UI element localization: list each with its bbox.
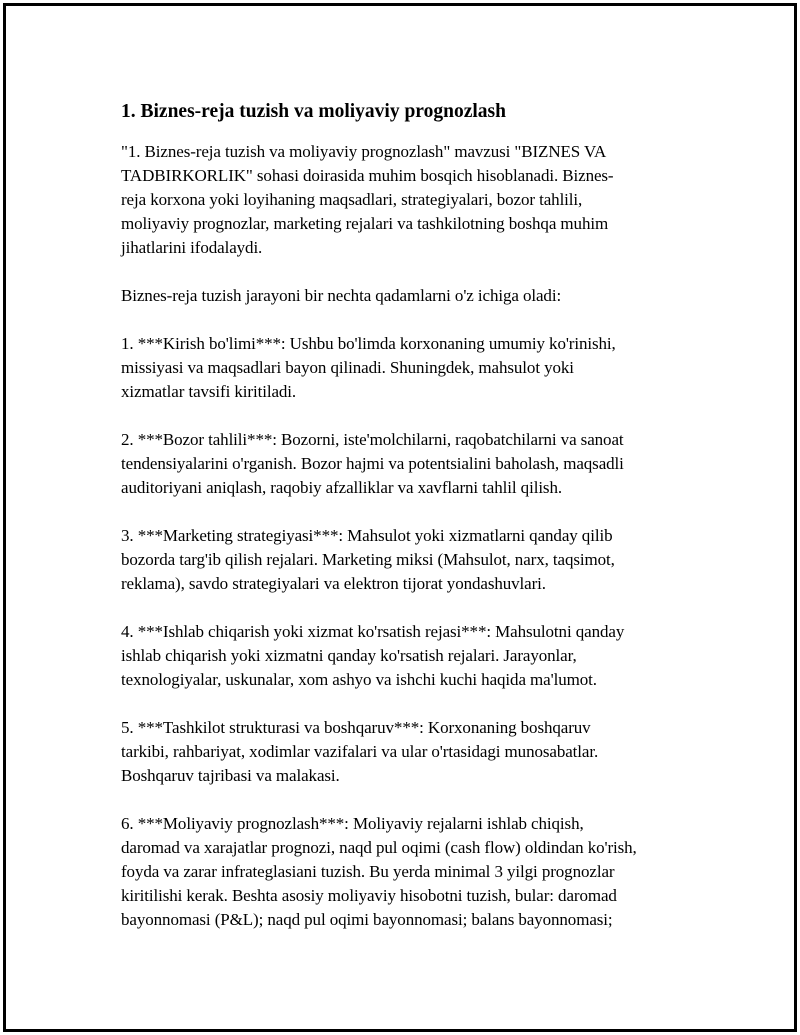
text-line: 6. ***Moliyaviy prognozlash***: Moliyaviy rejalarni ishlab chiqish,: [121, 814, 584, 833]
text-line: xizmatlar tavsifi kiritiladi.: [121, 382, 297, 401]
text-line: reja korxona yoki loyihaning maqsadlari, strategiyalari, bozor tahlili,: [121, 190, 583, 209]
text-line: 3. ***Marketing strategiyasi***: Mahsulot yoki xizmatlarni qanday qilib: [121, 526, 613, 545]
text-line: TADBIRKORLIK" sohasi doirasida muhim bosqich hisoblanadi. Biznes-: [121, 166, 614, 185]
text-line: ishlab chiqarish yoki xizmatni qanday ko'rsatish rejalari. Jarayonlar,: [121, 646, 577, 665]
text-line: texnologiyalar, uskunalar, xom ashyo va ishchi kuchi haqida ma'lumot.: [121, 670, 597, 689]
text-line: 2. ***Bozor tahlili***: Bozorni, iste'molchilarni, raqobatchilarni va sanoat: [121, 430, 624, 449]
paragraph-steps-intro: [121, 284, 701, 308]
text-line: auditoriyani aniqlash, raqobiy afzalliklar va xavflarni tahlil qilish.: [121, 478, 563, 497]
text-line: daromad va xarajatlar prognozi, naqd pul oqimi (cash flow) oldindan ko'rish,: [121, 838, 637, 857]
text-line: missiyasi va maqsadlari bayon qilinadi. Shuningdek, mahsulot yoki: [121, 358, 574, 377]
paragraph-step-4: [121, 620, 701, 692]
text-line: bozorda targ'ib qilish rejalari. Marketing miksi (Mahsulot, narx, taqsimot,: [121, 550, 615, 569]
page-frame: [3, 3, 797, 1032]
text-line: 4. ***Ishlab chiqarish yoki xizmat ko'rsatish rejasi***: Mahsulotni qanday: [121, 622, 625, 641]
text-line: moliyaviy prognozlar, marketing rejalari va tashkilotning boshqa muhim: [121, 214, 609, 233]
text-line: bayonnomasi (P&L); naqd pul oqimi bayonnomasi; balans bayonnomasi;: [121, 910, 613, 929]
text-line: 1. ***Kirish bo'limi***: Ushbu bo'limda korxonaning umumiy ko'rinishi,: [121, 334, 616, 353]
paragraph-intro: [121, 140, 701, 260]
text-line: foyda va zarar infrateglasiani tuzish. Bu yerda minimal 3 yilgi prognozlar: [121, 862, 615, 881]
text-line: 5. ***Tashkilot strukturasi va boshqaruv***: Korxonaning boshqaruv: [121, 718, 591, 737]
document-body: [121, 98, 701, 956]
paragraph-step-6: [121, 812, 701, 932]
text-line: jihatlarini ifodalaydi.: [121, 238, 263, 257]
text-line: Boshqaruv tajribasi va malakasi.: [121, 766, 340, 785]
document-title: 1. Biznes-reja tuzish va moliyaviy prognozlash: [121, 101, 506, 122]
text-line: reklama), savdo strategiyalari va elektron tijorat yondashuvlari.: [121, 574, 546, 593]
paragraph-step-3: [121, 524, 701, 596]
paragraph-step-1: [121, 332, 701, 404]
text-line: Biznes-reja tuzish jarayoni bir nechta qadamlarni o'z ichiga oladi:: [121, 286, 562, 305]
text-line: tendensiyalarini o'rganish. Bozor hajmi va potentsialini baholash, maqsadli: [121, 454, 624, 473]
text-line: tarkibi, rahbariyat, xodimlar vazifalari va ular o'rtasidagi munosabatlar.: [121, 742, 599, 761]
paragraph-step-2: [121, 428, 701, 500]
paragraph-step-5: [121, 716, 701, 788]
text-line: "1. Biznes-reja tuzish va moliyaviy prognozlash" mavzusi "BIZNES VA: [121, 142, 607, 161]
text-line: kiritilishi kerak. Beshta asosiy moliyaviy hisobotni tuzish, bular: daromad: [121, 886, 617, 905]
